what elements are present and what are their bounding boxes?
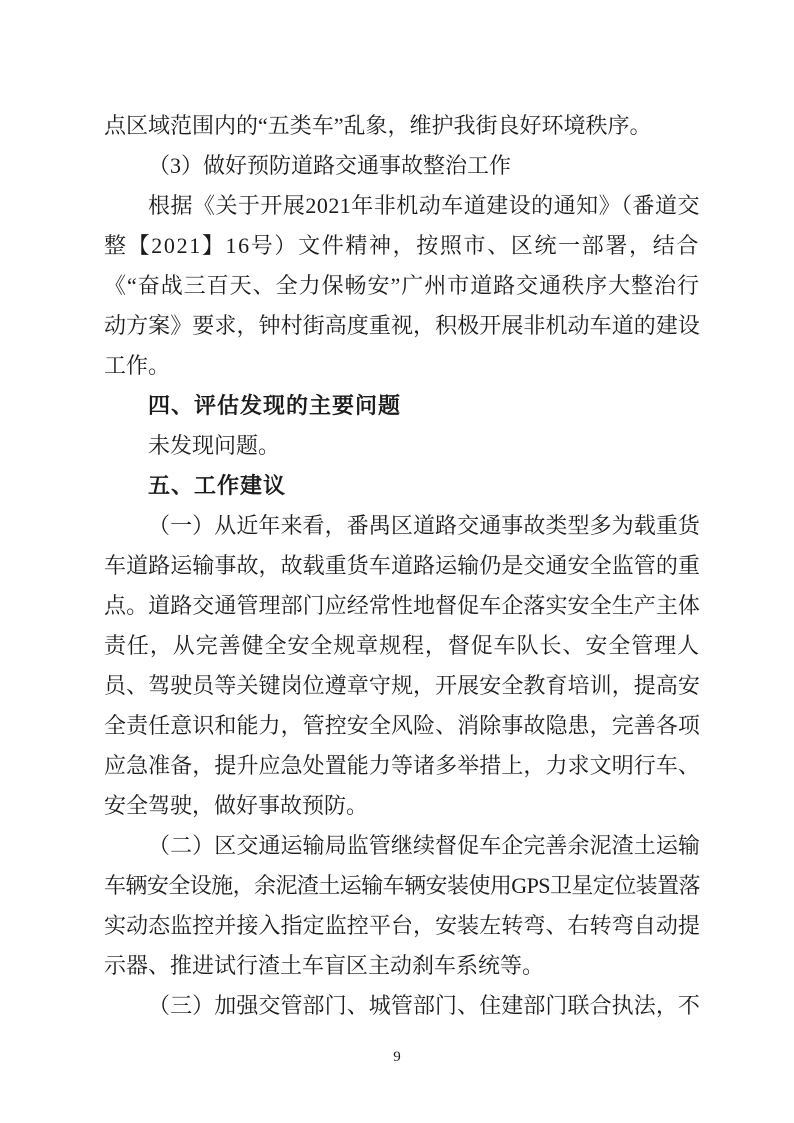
line-text: 工作。: [104, 353, 171, 378]
text-line: [104, 266, 700, 306]
line-text: （二）区交通运输局监管继续督促车企完善余泥渣土运输: [148, 833, 700, 858]
page-number: 9: [393, 1049, 401, 1065]
line-text: 四、评估发现的主要问题: [148, 393, 402, 418]
text-line: [104, 666, 700, 706]
line-text: 未发现问题。: [148, 433, 281, 458]
line-text: （3）做好预防道路交通事故整治工作: [148, 153, 512, 178]
document-body: [104, 106, 700, 1026]
text-line: [104, 786, 700, 826]
line-text: 全责任意识和能力，管控安全风险、消除事故隐患，完善各项: [104, 713, 700, 738]
line-text: 责任，从完善健全安全规章规程，督促车队长、安全管理人: [104, 633, 700, 658]
line-text: 示器、推进试行渣土车盲区主动刹车系统等。: [104, 953, 545, 978]
text-line: [104, 906, 700, 946]
text-line: [104, 146, 700, 186]
line-text: 整【2021】16号）文件精神，按照市、区统一部署，结合: [104, 233, 700, 258]
line-text: 安全驾驶，做好事故预防。: [104, 793, 369, 818]
text-line: [104, 946, 700, 986]
text-line: [104, 226, 700, 266]
line-text: （一）从近年来看，番禺区道路交通事故类型多为载重货: [148, 513, 700, 538]
text-line: [104, 346, 700, 386]
text-line: [104, 826, 700, 866]
line-text: （三）加强交管部门、城管部门、住建部门联合执法，不: [148, 993, 700, 1018]
text-line: [104, 626, 700, 666]
text-line: [104, 746, 700, 786]
text-line: [104, 186, 700, 226]
text-line: [104, 106, 700, 146]
text-line: [104, 866, 700, 906]
text-line: [104, 426, 700, 466]
text-line: [104, 546, 700, 586]
section-heading: [104, 466, 700, 506]
line-text: 《“奋战三百天、全力保畅安”广州市道路交通秩序大整治行: [104, 273, 700, 298]
line-text: 实动态监控并接入指定监控平台，安装左转弯、右转弯自动提: [104, 913, 700, 938]
section-heading: [104, 386, 700, 426]
text-line: [104, 586, 700, 626]
line-text: 点。道路交通管理部门应经常性地督促车企落实安全生产主体: [104, 593, 700, 618]
line-text: 应急准备，提升应急处置能力等诸多举措上，力求文明行车、: [104, 753, 700, 778]
line-text: 动方案》要求，钟村街高度重视，积极开展非机动车道的建设: [104, 313, 700, 338]
line-text: 车辆安全设施，余泥渣土运输车辆安装使用GPS卫星定位装置落: [104, 873, 700, 898]
line-text: 车道路运输事故，故载重货车道路运输仍是交通安全监管的重: [104, 553, 700, 578]
text-line: [104, 706, 700, 746]
line-text: 根据《关于开展2021年非机动车道建设的通知》（番道交: [148, 193, 700, 218]
text-line: [104, 506, 700, 546]
text-line: [104, 306, 700, 346]
text-line: [104, 986, 700, 1026]
line-text: 员、驾驶员等关键岗位遵章守规，开展安全教育培训，提高安: [104, 673, 700, 698]
line-text: 五、工作建议: [148, 473, 287, 498]
line-text: 点区域范围内的“五类车”乱象，维护我街良好环境秩序。: [104, 113, 652, 138]
